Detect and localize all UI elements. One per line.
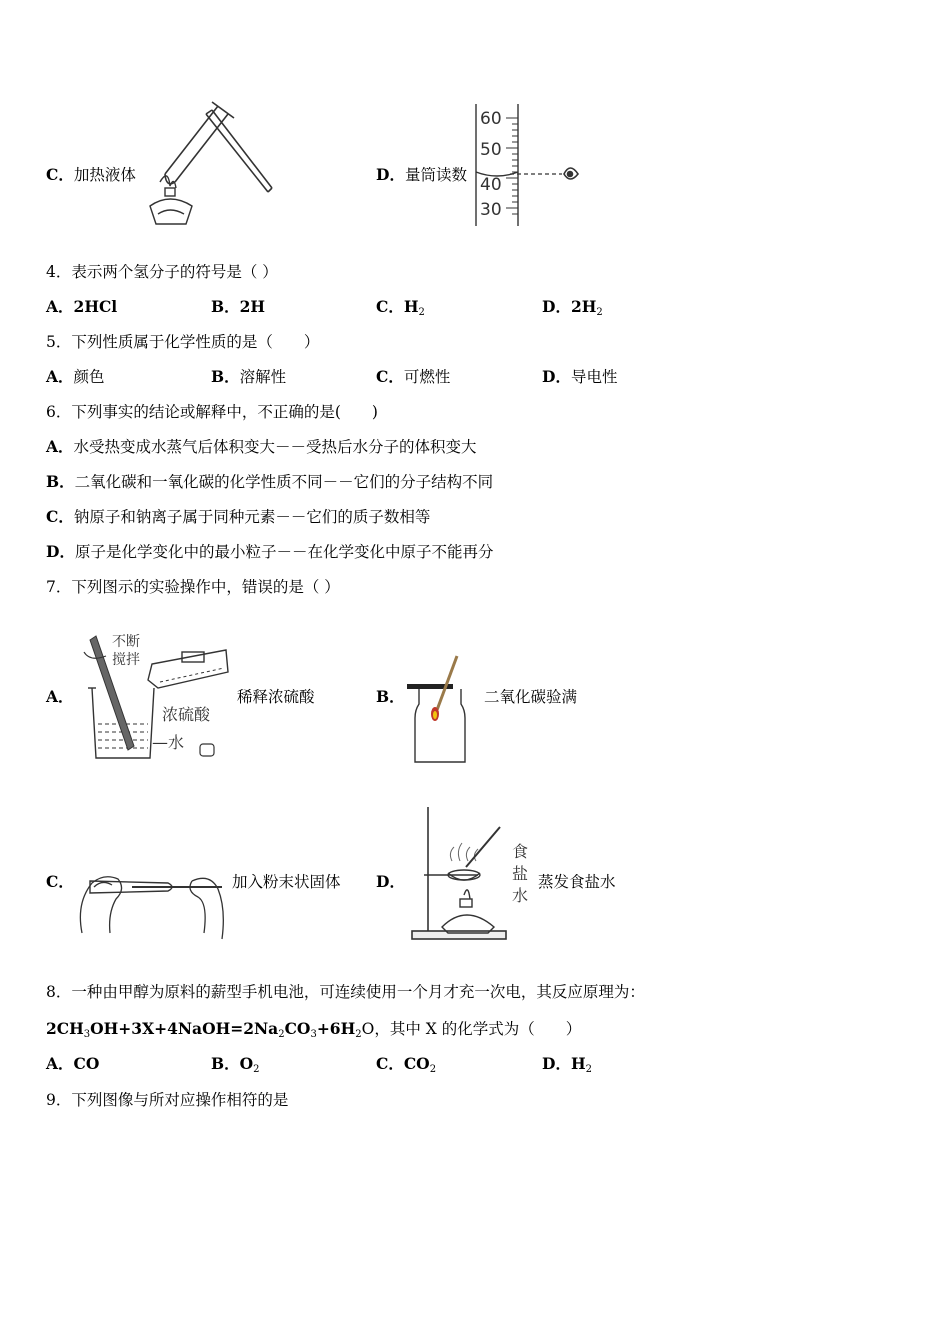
option-letter: C． bbox=[46, 165, 74, 184]
q4-option-d bbox=[542, 297, 603, 323]
option-letter: A． bbox=[46, 437, 74, 456]
water-label: —水 bbox=[152, 733, 185, 752]
q4-stem: 4．表示两个氢分子的符号是（ ） bbox=[46, 263, 278, 281]
q7-option-c-text: 加入粉末状固体 bbox=[232, 873, 341, 891]
co2-check-figure bbox=[405, 652, 475, 766]
q3-option-d bbox=[376, 165, 467, 185]
q8-option-a bbox=[46, 1054, 99, 1074]
eq-part: 2CH bbox=[46, 1019, 84, 1038]
option-formula: CO bbox=[403, 1054, 430, 1073]
option-letter: A． bbox=[46, 297, 74, 316]
option-letter: C． bbox=[376, 1054, 404, 1073]
option-letter: D． bbox=[542, 1054, 571, 1073]
q7-option-d-letter: D． bbox=[376, 872, 405, 891]
option-formula: CO bbox=[73, 1054, 100, 1073]
cylinder-tick-30: 30 bbox=[480, 200, 502, 220]
salt-water-label-1: 食 bbox=[512, 842, 529, 861]
q8-option-b bbox=[211, 1054, 260, 1080]
option-text: 加热液体 bbox=[73, 166, 136, 184]
option-text: 水受热变成水蒸气后体积变大－－受热后水分子的体积变大 bbox=[73, 438, 477, 456]
q9-stem: 9．下列图像与所对应操作相符的是 bbox=[46, 1091, 289, 1109]
option-text: 钠原子和钠离子属于同种元素－－它们的质子数相等 bbox=[73, 508, 431, 526]
option-letter: C． bbox=[376, 297, 404, 316]
eq-sub: 2 bbox=[278, 1029, 285, 1040]
option-letter: B． bbox=[211, 297, 240, 316]
stir-label-1: 不断 bbox=[112, 634, 140, 650]
option-subscript: 2 bbox=[596, 307, 603, 318]
option-letter: C． bbox=[376, 367, 404, 386]
acid-label: 浓硫酸 bbox=[162, 705, 211, 724]
option-letter: D． bbox=[376, 165, 405, 184]
q7-option-a-letter: A． bbox=[46, 687, 74, 706]
test-tube bbox=[165, 102, 234, 184]
glass-rod-d bbox=[466, 827, 500, 867]
q4-option-c bbox=[376, 297, 425, 323]
option-subscript: 2 bbox=[253, 1064, 260, 1075]
option-subscript: 2 bbox=[418, 307, 425, 318]
q3-option-c bbox=[46, 165, 136, 185]
q5-option-c bbox=[376, 367, 450, 387]
option-letter: D． bbox=[542, 367, 571, 386]
eq-part: OH+3X+4NaOH=2Na bbox=[90, 1019, 279, 1038]
option-letter: B． bbox=[211, 1054, 240, 1073]
cylinder-tick-40: 40 bbox=[480, 175, 502, 195]
stopper bbox=[200, 744, 214, 756]
eq-tail: O，其中 X 的化学式为（ ） bbox=[361, 1020, 582, 1038]
q8-equation bbox=[46, 1019, 581, 1045]
evaporate-figure bbox=[408, 803, 538, 943]
q6-option-c bbox=[46, 507, 430, 527]
eq-part: +6H bbox=[316, 1019, 356, 1038]
option-letter: B． bbox=[46, 472, 75, 491]
cylinder-tick-50: 50 bbox=[480, 140, 502, 160]
cylinder-tick-60: 60 bbox=[480, 109, 502, 129]
q4-option-a bbox=[46, 297, 117, 317]
option-letter: A． bbox=[46, 1054, 74, 1073]
option-subscript: 2 bbox=[585, 1064, 592, 1075]
q7-option-b-letter: B． bbox=[376, 687, 405, 706]
left-hand bbox=[80, 877, 121, 933]
heating-liquid-figure bbox=[140, 96, 275, 231]
option-text: 量筒读数 bbox=[404, 166, 467, 184]
q5-option-d bbox=[542, 367, 617, 387]
salt-water-label-2: 盐 bbox=[512, 864, 529, 883]
option-text: 溶解性 bbox=[239, 368, 287, 386]
graduated-cylinder-figure bbox=[470, 100, 590, 230]
option-formula: H bbox=[570, 1054, 586, 1073]
option-formula: 2H bbox=[239, 297, 266, 316]
option-text: 二氧化碳和一氧化碳的化学性质不同－－它们的分子结构不同 bbox=[74, 473, 494, 491]
option-formula: H bbox=[403, 297, 419, 316]
eq-sub: 3 bbox=[310, 1029, 317, 1040]
alcohol-lamp bbox=[150, 176, 192, 224]
option-letter: B． bbox=[211, 367, 240, 386]
option-letter: D． bbox=[542, 297, 571, 316]
option-letter: C． bbox=[46, 507, 74, 526]
wooden-splint bbox=[437, 656, 457, 710]
q7-stem: 7．下列图示的实验操作中，错误的是（ ） bbox=[46, 578, 340, 596]
q8-stem: 8．一种由甲醇为原料的薪型手机电池，可连续使用一个月才充一次电，其反应原理为： bbox=[46, 983, 645, 1001]
q7-option-c-letter: C． bbox=[46, 872, 74, 891]
acid-bottle bbox=[148, 650, 228, 688]
option-text: 导电性 bbox=[570, 368, 618, 386]
option-formula: 2HCl bbox=[73, 297, 118, 316]
option-text: 原子是化学变化中的最小粒子－－在化学变化中原子不能再分 bbox=[74, 543, 494, 561]
q6-stem: 6．下列事实的结论或解释中，不正确的是( ) bbox=[46, 403, 378, 421]
q6-option-b bbox=[46, 472, 493, 492]
q6-option-a bbox=[46, 437, 477, 457]
option-formula: O bbox=[239, 1054, 254, 1073]
q5-option-b bbox=[211, 367, 286, 387]
q8-option-c bbox=[376, 1054, 436, 1080]
option-letter: D． bbox=[46, 542, 75, 561]
eq-part: CO bbox=[284, 1019, 311, 1038]
q5-stem: 5．下列性质属于化学性质的是（ ） bbox=[46, 333, 320, 351]
q7-option-b-text: 二氧化碳验满 bbox=[484, 688, 578, 706]
q5-option-a bbox=[46, 367, 105, 387]
alcohol-lamp-d bbox=[442, 890, 494, 933]
eq-sub: 3 bbox=[83, 1029, 91, 1040]
option-letter: A． bbox=[46, 367, 74, 386]
iron-stand bbox=[412, 807, 506, 939]
q4-option-b bbox=[211, 297, 265, 317]
q6-option-d bbox=[46, 542, 493, 562]
salt-water-label-3: 水 bbox=[512, 886, 529, 905]
q7-option-d-text: 蒸发食盐水 bbox=[538, 873, 616, 891]
option-text: 可燃性 bbox=[403, 368, 451, 386]
eye-icon bbox=[564, 168, 578, 179]
option-text: 颜色 bbox=[73, 368, 105, 386]
dilute-acid-figure bbox=[80, 628, 230, 768]
option-formula: 2H bbox=[570, 297, 597, 316]
option-subscript: 2 bbox=[429, 1064, 437, 1075]
add-powder-figure bbox=[72, 843, 232, 943]
eq-sub: 2 bbox=[355, 1029, 362, 1040]
q7-option-a-text: 稀释浓硫酸 bbox=[237, 688, 315, 706]
q8-option-d bbox=[542, 1054, 592, 1080]
test-tube-holder bbox=[206, 110, 272, 192]
stir-label-2: 搅拌 bbox=[112, 652, 140, 668]
